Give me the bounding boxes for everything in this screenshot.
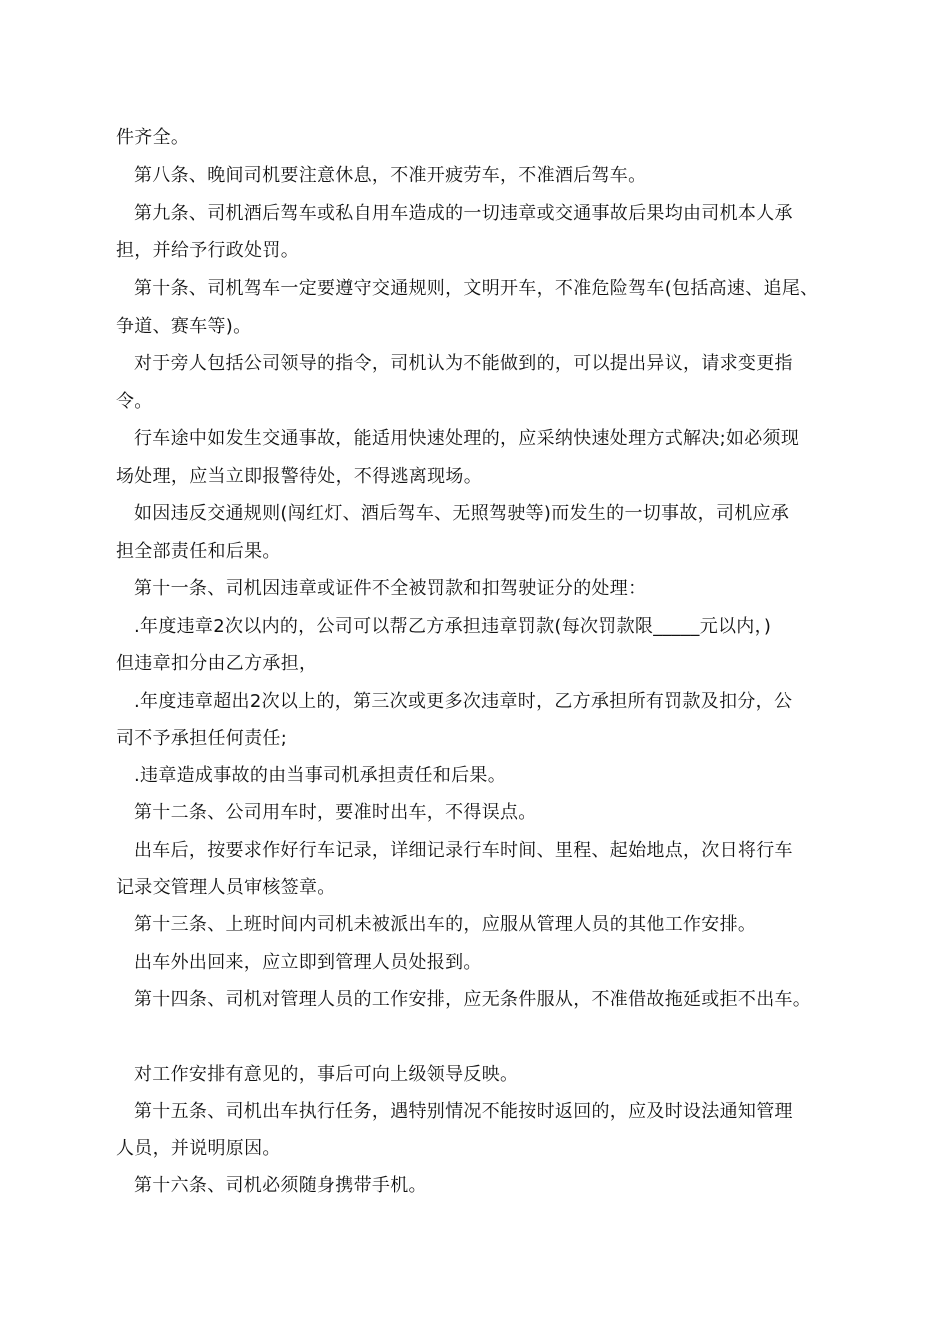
text-line: 人员，并说明原因。 [116, 1138, 281, 1159]
text-line: 对工作安排有意见的，事后可向上级领导反映。 [134, 1064, 519, 1085]
text-line: 场处理，应当立即报警待处，不得逃离现场。 [116, 466, 482, 487]
text-line: 担，并给予行政处罚。 [116, 240, 299, 261]
text-line: 第十三条、上班时间内司机未被派出车的，应服从管理人员的其他工作安排。 [134, 914, 757, 935]
text-line: .年度违章超出2次以上的，第三次或更多次违章时，乙方承担所有罚款及扣分，公 [134, 691, 793, 712]
text-line: 第八条、晚间司机要注意休息，不准开疲劳车，不准酒后驾车。 [134, 165, 647, 186]
text-line: 第十六条、司机必须随身携带手机。 [134, 1175, 427, 1196]
text-line: 第十四条、司机对管理人员的工作安排，应无条件服从，不准借故拖延或拒不出车。 [134, 989, 812, 1010]
text-line: 件齐全。 [116, 127, 190, 148]
text-line: 司不予承担任何责任; [116, 728, 288, 749]
text-line: 第十条、司机驾车一定要遵守交通规则，文明开车，不准危险驾车(包括高速、追尾、 [134, 278, 819, 299]
text-line: 对于旁人包括公司领导的指令，司机认为不能做到的，可以提出异议，请求变更指 [134, 353, 793, 374]
text-line: 如因违反交通规则(闯红灯、酒后驾车、无照驾驶等)而发生的一切事故，司机应承 [134, 503, 790, 524]
text-line: 出车外出回来，应立即到管理人员处报到。 [134, 952, 482, 973]
text-line: 担全部责任和后果。 [116, 541, 281, 562]
text-line: 出车后，按要求作好行车记录，详细记录行车时间、里程、起始地点，次日将行车 [134, 840, 793, 861]
text-line: 但违章扣分由乙方承担， [116, 653, 318, 674]
text-line: 第九条、司机酒后驾车或私自用车造成的一切违章或交通事故后果均由司机本人承 [134, 203, 793, 224]
text-line: 争道、赛车等)。 [116, 316, 252, 337]
text-line: .年度违章2次以内的，公司可以帮乙方承担违章罚款(每次罚款限_____元以内，) [134, 616, 772, 637]
text-line: 行车途中如发生交通事故，能适用快速处理的，应采纳快速处理方式解决;如必须现 [134, 428, 800, 449]
text-line: 第十二条、公司用车时，要准时出车，不得误点。 [134, 802, 537, 823]
text-line: 第十五条、司机出车执行任务，遇特别情况不能按时返回的，应及时设法通知管理 [134, 1101, 793, 1122]
text-line: 第十一条、司机因违章或证件不全被罚款和扣驾驶证分的处理： [134, 578, 647, 599]
text-line: .违章造成事故的由当事司机承担责任和后果。 [134, 765, 507, 786]
text-line: 令。 [116, 391, 153, 412]
text-line: 记录交管理人员审核签章。 [116, 877, 336, 898]
